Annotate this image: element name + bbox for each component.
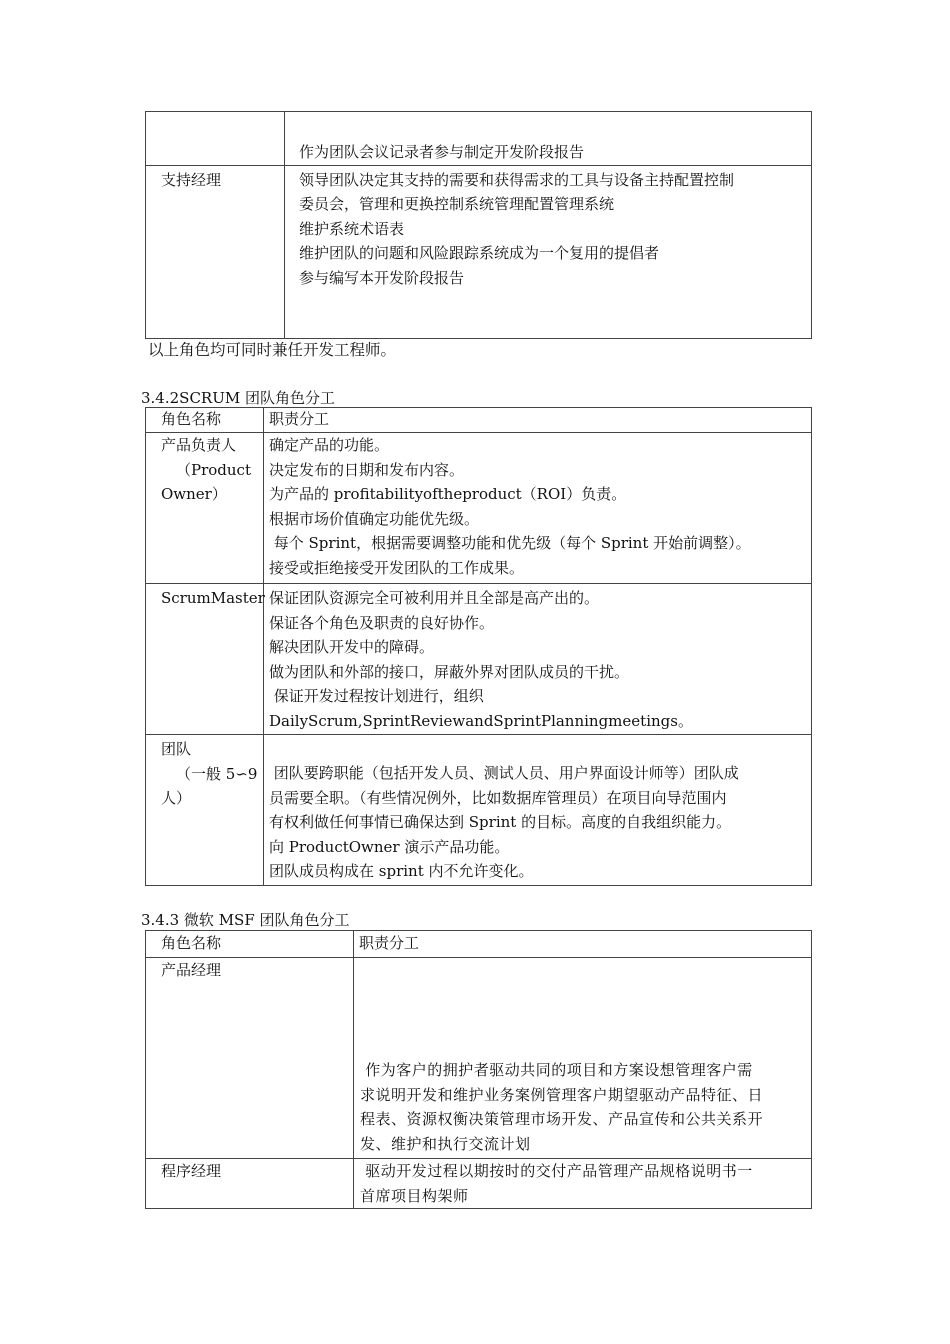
role-cell <box>146 433 264 584</box>
role-label: 产品负责人 <box>161 436 237 454</box>
duty-line: 参与编写本开发阶段报告 <box>299 268 465 287</box>
duties-cell <box>354 1159 812 1209</box>
table-row <box>146 958 812 1159</box>
duty-line: 团队成员构成在 sprint 内不允许变化。 <box>269 862 534 880</box>
role-cell <box>146 112 285 166</box>
duty-line: 解决团队开发中的障碍。 <box>269 638 435 656</box>
scrum-section-heading: 3.4.2SCRUM 团队角色分工 <box>141 389 335 407</box>
duty-line: 首席项目构架师 <box>360 1186 469 1205</box>
duty-line: 有权利做任何事情已确保达到 Sprint 的目标。高度的自我组织能力。 <box>269 813 732 831</box>
duty-line: DailyScrum,SprintReviewandSprintPlanningmeetings。 <box>269 711 693 730</box>
duty-line: 接受或拒绝接受开发团队的工作成果。 <box>269 558 525 577</box>
role-label: 支持经理 <box>161 170 222 189</box>
msf-roles-table <box>145 930 812 1209</box>
support-roles-table <box>145 111 812 339</box>
table-header-row <box>146 408 812 433</box>
header-role: 角色名称 <box>146 408 264 433</box>
duty-line: 保证开发过程按计划进行，组织 <box>269 687 484 705</box>
role-cell <box>146 958 354 1159</box>
duty-line: 作为团队会议记录者参与制定开发阶段报告 <box>299 143 585 161</box>
duty-line: 程表、资源权衡决策管理市场开发、产品宣传和公共关系开 <box>360 1110 764 1128</box>
roles-note: 以上角色均可同时兼任开发工程师。 <box>148 341 397 359</box>
role-label: （一般 5∽9 <box>176 764 258 783</box>
role-label: Owner） <box>161 485 227 503</box>
duties-cell <box>264 735 812 886</box>
duty-line: 维护系统术语表 <box>299 219 405 238</box>
role-label: 程序经理 <box>161 1162 222 1180</box>
duty-line: 员需要全职。（有些情况例外，比如数据库管理员）在项目向导范围内 <box>269 788 727 807</box>
table-row <box>146 165 812 338</box>
duty-line: 求说明开发和维护业务案例管理客户期望驱动产品特征、日 <box>360 1085 764 1104</box>
role-label: （Product <box>176 460 251 479</box>
duty-line: 每个 Sprint，根据需要调整功能和优先级（每个 Sprint 开始前调整）。 <box>269 534 751 552</box>
duty-line: 作为客户的拥护者驱动共同的项目和方案设想管理客户需 <box>360 1061 753 1079</box>
table-row <box>146 735 812 886</box>
table-header-row <box>146 931 812 958</box>
duty-line: 发、维护和执行交流计划 <box>360 1134 531 1153</box>
role-label: 人） <box>161 789 192 807</box>
duty-line: 领导团队决定其支持的需要和获得需求的工具与设备主持配置控制 <box>299 170 735 189</box>
duties-cell <box>264 584 812 735</box>
table-row <box>146 584 812 735</box>
duties-cell <box>354 958 812 1159</box>
duty-line: 为产品的 profitabilityoftheproduct（ROI）负责。 <box>269 485 627 503</box>
duty-line: 委员会，管理和更换控制系统管理配置管理系统 <box>299 195 615 213</box>
role-cell <box>146 165 285 338</box>
role-label: 产品经理 <box>161 961 222 979</box>
duty-line: 保证团队资源完全可被利用并且全部是高产出的。 <box>269 589 600 607</box>
duties-cell <box>264 433 812 584</box>
duty-line: 确定产品的功能。 <box>269 436 390 454</box>
header-role: 角色名称 <box>146 931 354 958</box>
role-cell <box>146 1159 354 1209</box>
role-label: 团队 <box>161 740 192 758</box>
scrum-roles-table <box>145 407 812 886</box>
role-cell <box>146 584 264 735</box>
duty-line: 决定发布的日期和发布内容。 <box>269 460 465 479</box>
duty-line: 保证各个角色及职责的良好协作。 <box>269 613 495 632</box>
msf-section-heading: 3.4.3 微软 MSF 团队角色分工 <box>141 911 350 929</box>
header-duties: 职责分工 <box>354 931 812 958</box>
duty-line: 维护团队的问题和风险跟踪系统成为一个复用的提倡者 <box>299 244 660 262</box>
duty-line: 做为团队和外部的接口，屏蔽外界对团队成员的干扰。 <box>269 662 630 681</box>
duties-cell <box>285 165 812 338</box>
header-duties: 职责分工 <box>264 408 812 433</box>
duty-line: 驱动开发过程以期按时的交付产品管理产品规格说明书一 <box>360 1162 753 1180</box>
duty-line: 根据市场价值确定功能优先级。 <box>269 509 480 528</box>
table-row <box>146 433 812 584</box>
duty-line: 团队要跨职能（包括开发人员、测试人员、用户界面设计师等）团队成 <box>269 764 739 782</box>
duty-line: 向 ProductOwner 演示产品功能。 <box>269 837 510 856</box>
duties-cell <box>285 112 812 166</box>
table-row <box>146 112 812 166</box>
role-cell <box>146 735 264 886</box>
role-label: ScrumMaster <box>161 589 265 607</box>
table-row <box>146 1159 812 1209</box>
